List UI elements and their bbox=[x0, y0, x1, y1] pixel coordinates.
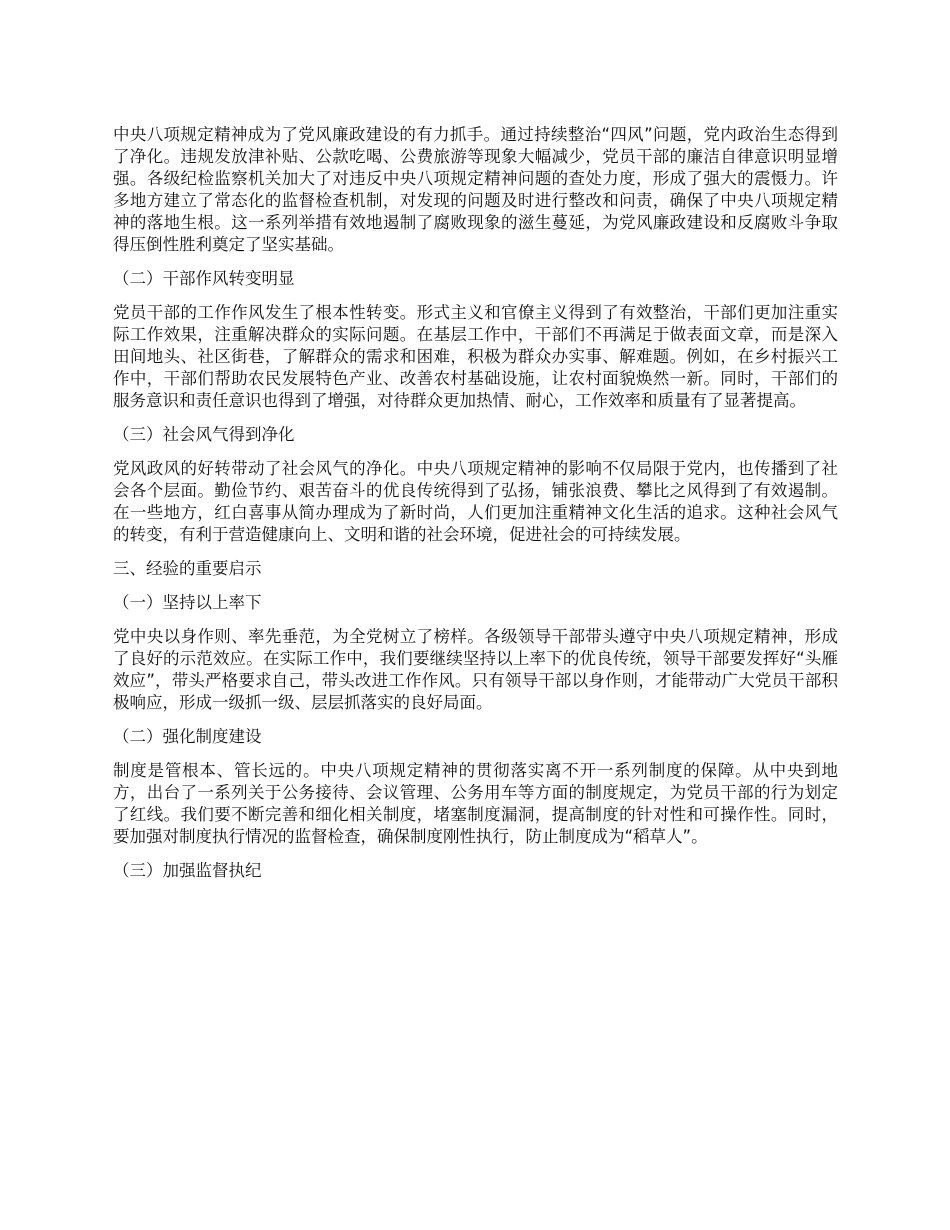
heading-institution-building: （二）强化制度建设 bbox=[113, 727, 262, 746]
heading-lessons: 三、经验的重要启示 bbox=[113, 559, 262, 578]
heading-supervision: （三）加强监督执纪 bbox=[113, 861, 262, 880]
para-social-atmosphere: 党风政风的好转带动了社会风气的净化。中央八项规定精神的影响不仅局限于党内，也传播到了社会各个层面。勤俭节约、艰苦奋斗的优良传统得到了弘扬，铺张浪费、攀比之风得到了有效遏制。在一些地方，红白喜事从简办理成为了新时尚，人们更加注重精神文化生活的追求。这种社会风气的转变，有利于营造健康向上、文明和谐的社会环境，促进社会的可持续发展。 bbox=[113, 459, 838, 544]
para-lead-by-example: 党中央以身作则、率先垂范，为全党树立了榜样。各级领导干部带头遵守中央八项规定精神，形成了良好的示范效应。在实际工作中，我们要继续坚持以上率下的优良传统，领导干部要发挥好“头雁效应”，带头严格要求自己，带头改进工作作风。只有领导干部以身作则，才能带动广大党员干部积极响应，形成一级抓一级、层层抓落实的良好局面。 bbox=[113, 627, 838, 712]
para-institution-building: 制度是管根本、管长远的。中央八项规定精神的贯彻落实离不开一系列制度的保障。从中央到地方，出台了一系列关于公务接待、会议管理、公务用车等方面的制度规定，为党员干部的行为划定了红线。我们要不断完善和细化相关制度，堵塞制度漏洞，提高制度的针对性和可操作性。同时，要加强对制度执行情况的监督检查，确保制度刚性执行，防止制度成为“稻草人”。 bbox=[113, 761, 838, 846]
heading-cadre-style: （二）干部作风转变明显 bbox=[113, 269, 295, 288]
heading-lead-by-example: （一）坚持以上率下 bbox=[113, 593, 262, 612]
para-party-conduct: 中央八项规定精神成为了党风廉政建设的有力抓手。通过持续整治“四风”问题，党内政治生态得到了净化。违规发放津补贴、公款吃喝、公费旅游等现象大幅减少，党员干部的廉洁自律意识明显增强。各级纪检监察机关加大了对违反中央八项规定精神问题的查处力度，形成了强大的震慑力。许多地方建立了常态化的监督检查机制，对发现的问题及时进行整改和问责，确保了中央八项规定精神的落地生根。这一系列举措有效地遏制了腐败现象的滋生蔓延，为党风廉政建设和反腐败斗争取得压倒性胜利奠定了坚实基础。 bbox=[113, 125, 838, 254]
heading-social-atmosphere: （三）社会风气得到净化 bbox=[113, 425, 295, 444]
para-cadre-style: 党员干部的工作作风发生了根本性转变。形式主义和官僚主义得到了有效整治，干部们更加注重实际工作效果，注重解决群众的实际问题。在基层工作中，干部们不再满足于做表面文章，而是深入田间地头、社区街巷，了解群众的需求和困难，积极为群众办实事、解难题。例如，在乡村振兴工作中，干部们帮助农民发展特色产业、改善农村基础设施，让农村面貌焕然一新。同时，干部们的服务意识和责任意识也得到了增强，对待群众更加热情、耐心，工作效率和质量有了显著提高。 bbox=[113, 303, 838, 410]
